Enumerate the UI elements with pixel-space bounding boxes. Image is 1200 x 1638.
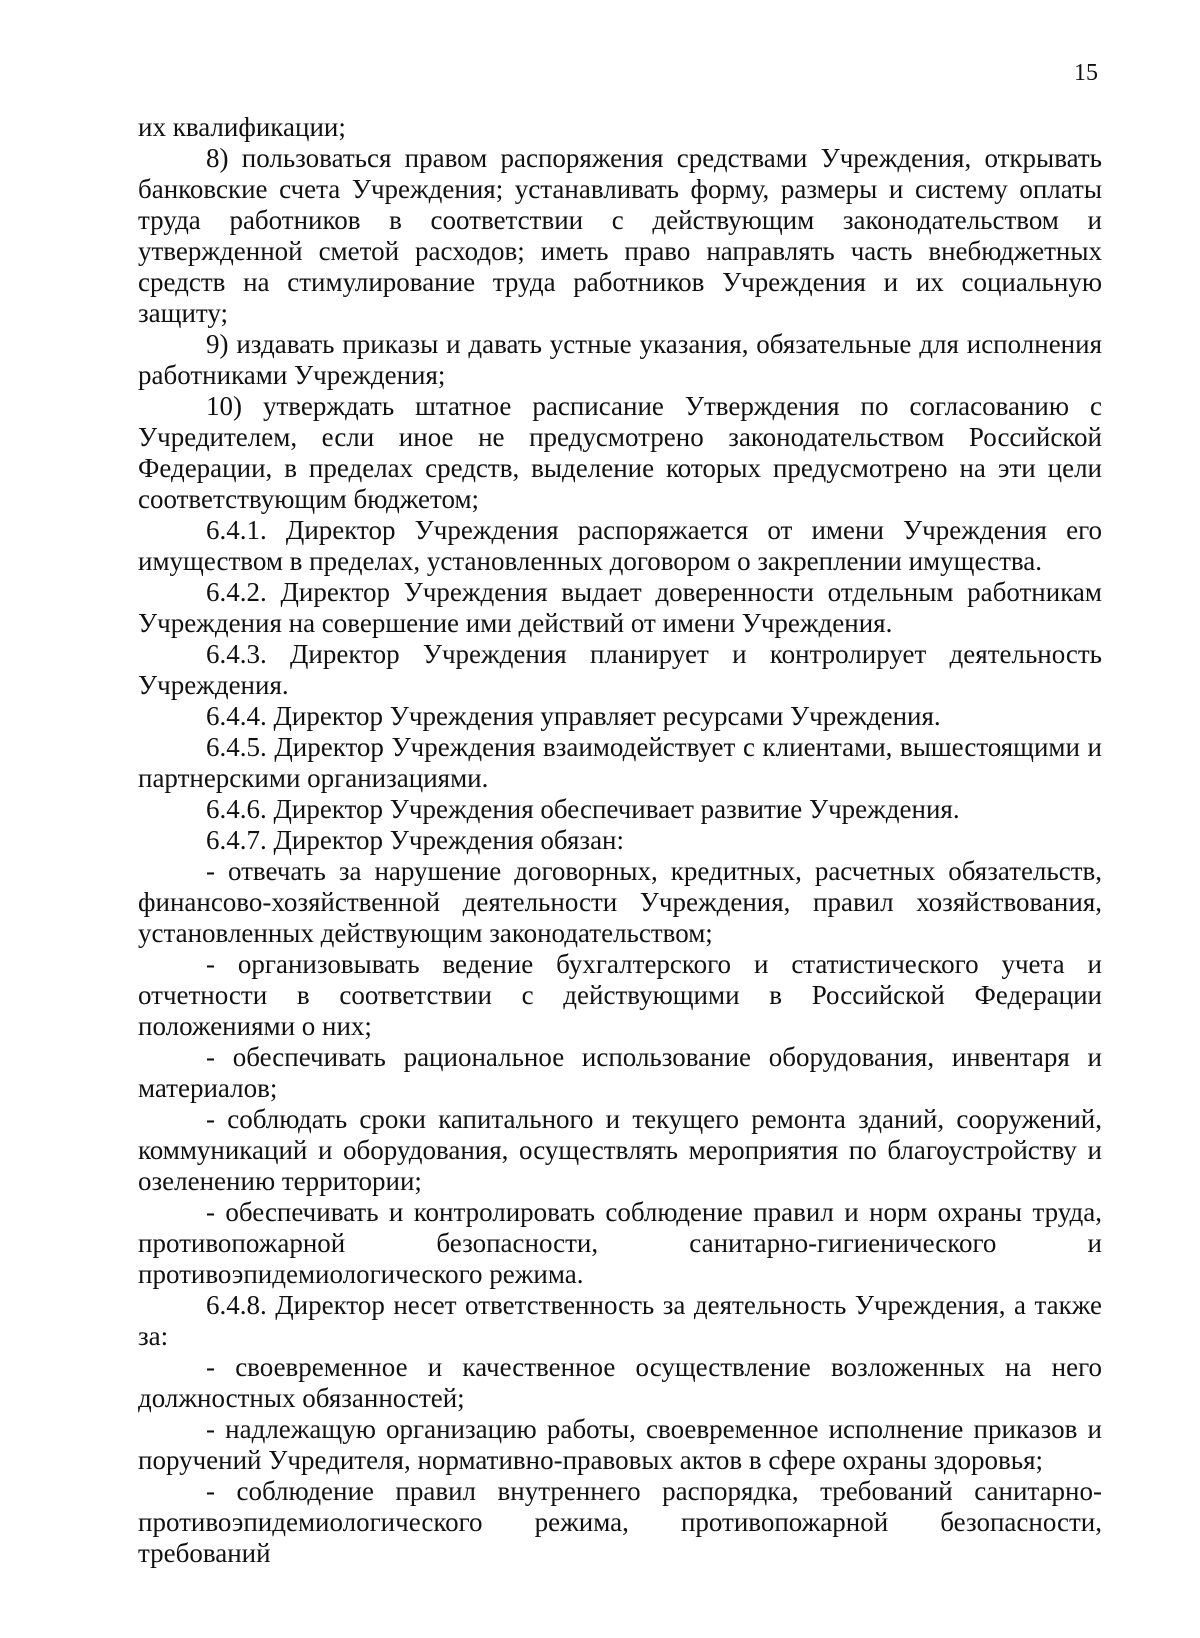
paragraph: 9) издавать приказы и давать устные указания, обязательные для исполнения работниками Учреждения; — [138, 329, 1102, 390]
paragraph: - обеспечивать и контролировать соблюдение правил и норм охраны труда, противопожарной безопасности, санитарно-гигиенического и противоэпидемиологического режима. — [138, 1197, 1102, 1289]
paragraph: 6.4.8. Директор несет ответственность за деятельность Учреждения, а также за: — [138, 1290, 1102, 1351]
paragraph: 10) утверждать штатное расписание Утверждения по согласованию с Учредителем, если иное не предусмотрено законодательством Российской Федерации, в пределах средств, выделение которых предусмотрено на эти цели соответствующим бюджетом; — [138, 391, 1102, 514]
paragraph: 6.4.4. Директор Учреждения управляет ресурсами Учреждения. — [206, 701, 941, 731]
paragraph: 6.4.7. Директор Учреждения обязан: — [206, 825, 625, 855]
paragraph: их квалификации; — [138, 112, 346, 142]
paragraph: - организовывать ведение бухгалтерского и статистического учета и отчетности в соответствии с действующими в Российской Федерации положениями о них; — [138, 949, 1102, 1041]
paragraph: 6.4.5. Директор Учреждения взаимодействует с клиентами, вышестоящими и партнерскими организациями. — [138, 732, 1102, 793]
document-body — [138, 112, 1102, 1569]
paragraph: - соблюдение правил внутреннего распорядка, требований санитарно-противоэпидемиологического режима, противопожарной безопасности, требований — [138, 1476, 1102, 1568]
paragraph: - соблюдать сроки капитального и текущего ремонта зданий, сооружений, коммуникаций и оборудования, осуществлять мероприятия по благоустройству и озеленению территории; — [138, 1104, 1102, 1196]
paragraph: 6.4.6. Директор Учреждения обеспечивает развитие Учреждения. — [206, 794, 960, 824]
page-number: 15 — [1074, 60, 1098, 86]
paragraph: - надлежащую организацию работы, своевременное исполнение приказов и поручений Учредителя, нормативно-правовых актов в сфере охраны здоровья; — [138, 1414, 1102, 1475]
paragraph: - обеспечивать рациональное использование оборудования, инвентаря и материалов; — [138, 1042, 1102, 1103]
paragraph: 8) пользоваться правом распоряжения средствами Учреждения, открывать банковские счета Учреждения; устанавливать форму, размеры и систему оплаты труда работников в соответствии с действующим законодательством и утвержденной сметой расходов; иметь право направлять часть внебюджетных средств на стимулирование труда работников Учреждения и их социальную защиту; — [138, 143, 1102, 328]
paragraph: - отвечать за нарушение договорных, кредитных, расчетных обязательств, финансово-хозяйственной деятельности Учреждения, правил хозяйствования, установленных действующим законодательством; — [138, 856, 1102, 948]
paragraph: 6.4.1. Директор Учреждения распоряжается от имени Учреждения его имуществом в пределах, установленных договором о закреплении имущества. — [138, 515, 1102, 576]
paragraph: 6.4.3. Директор Учреждения планирует и контролирует деятельность Учреждения. — [138, 639, 1102, 700]
paragraph: - своевременное и качественное осуществление возложенных на него должностных обязанностей; — [138, 1352, 1102, 1413]
paragraph: 6.4.2. Директор Учреждения выдает доверенности отдельным работникам Учреждения на совершение ими действий от имени Учреждения. — [138, 577, 1102, 638]
